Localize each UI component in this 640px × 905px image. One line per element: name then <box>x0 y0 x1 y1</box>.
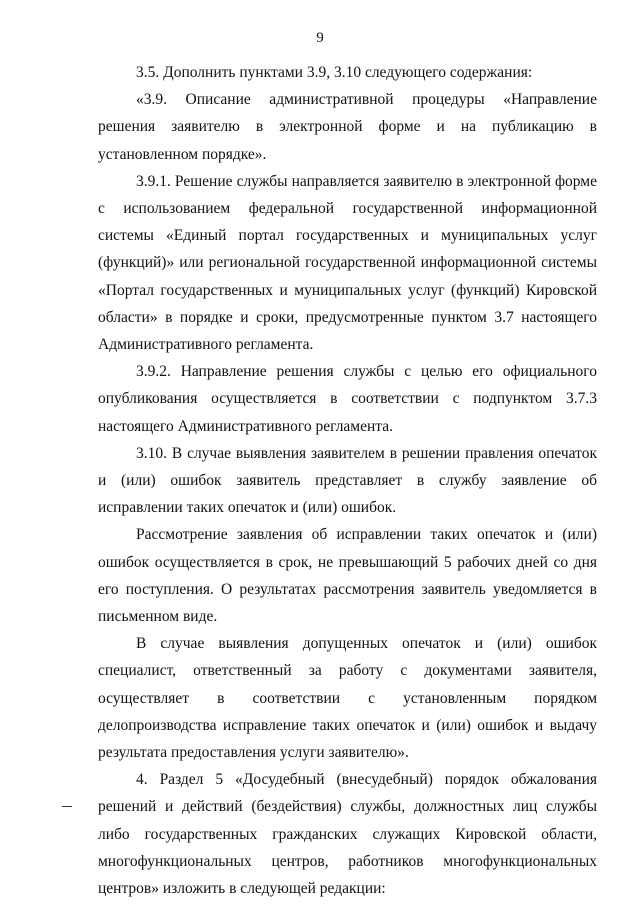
scan-mark <box>62 806 72 807</box>
paragraph-3-5: 3.5. Дополнить пунктами 3.9, 3.10 следующего содержания: <box>136 64 533 81</box>
paragraph-3-9-1: 3.9.1. Решение службы направляется заявителю в электронной форме с использованием федеральной государственной информационной системы «Единый портал государственных и муниципальных услуг (функций)» или региональной государственной информационной системы «Портал государственных и муниципальных услуг (функций) Кировской области» в порядке и сроки, предусмотренные пунктом 3.7 настоящего Административного регламента. <box>98 172 597 354</box>
document-body <box>98 59 597 902</box>
paragraph-3-9-title: «3.9. Описание административной процедуры «Направление решения заявителю в электронной форме и на публикацию в установленном порядке». <box>98 91 597 163</box>
paragraph-3-10: 3.10. В случае выявления заявителем в решении правления опечаток и (или) ошибок заявитель представляет в службу заявление об исправлении таких опечаток и (или) ошибок. <box>98 444 597 517</box>
paragraph-correction: В случае выявления допущенных опечаток и (или) ошибок специалист, ответственный за работу с документами заявителя, осуществляет в соответствии с установленным порядком делопроизводства исправление таких опечаток и (или) ошибок и выдачу результата предоставления услуги заявителю». <box>98 635 597 762</box>
page-number: 9 <box>316 30 324 46</box>
paragraph-section-5: 4. Раздел 5 «Досудебный (внесудебный) порядок обжалования решений и действий (бездействия) службы, должностных лиц службы либо государственных гражданских служащих Кировской области, многофункциональных центров, работников многофункциональных центров» изложить в следующей редакции: <box>98 771 597 898</box>
paragraph-3-9-2: 3.9.2. Направление решения службы с целью его официального опубликования осуществляется в соответствии с подпунктом 3.7.3 настоящего Административного регламента. <box>98 363 597 435</box>
paragraph-review-term: Рассмотрение заявления об исправлении таких опечаток и (или) ошибок осуществляется в срок, не превышающий 5 рабочих дней со дня его поступления. О результатах рассмотрения заявитель уведомляется в письменном виде. <box>98 526 597 626</box>
